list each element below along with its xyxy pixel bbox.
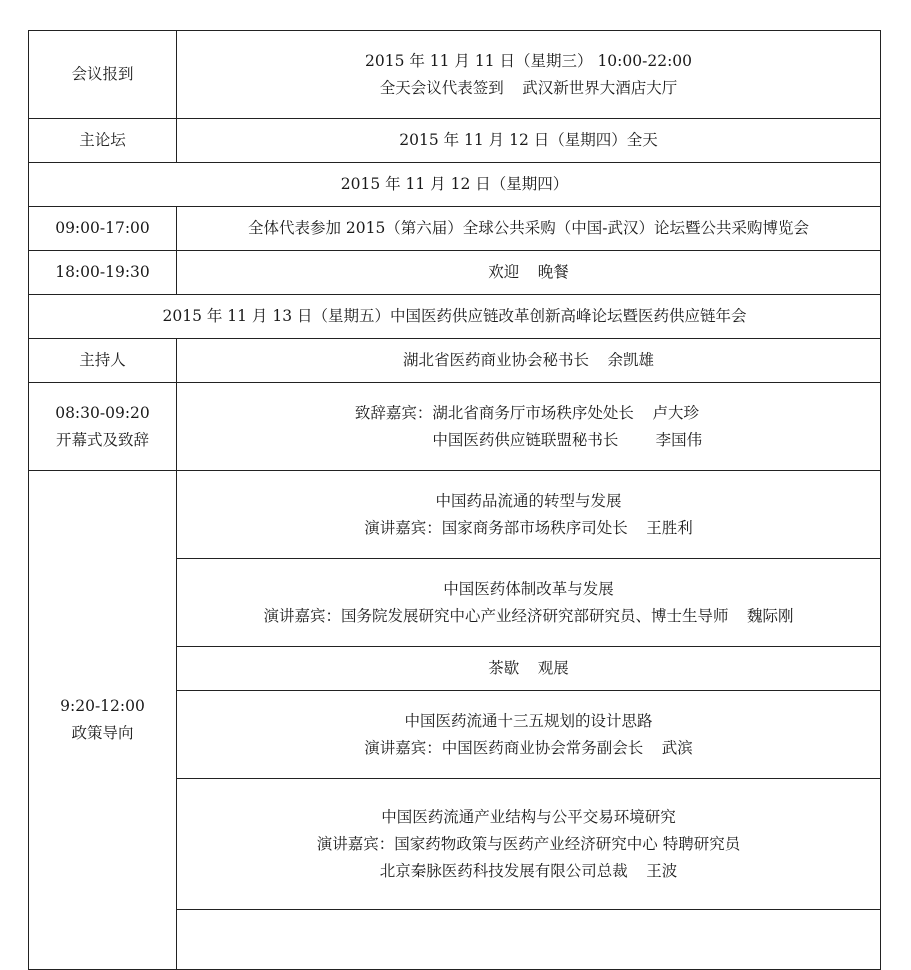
policy-cell bbox=[29, 471, 177, 970]
registration-location bbox=[183, 75, 874, 102]
agenda-table bbox=[28, 30, 881, 970]
row-host bbox=[29, 339, 881, 383]
talk3-speaker-line bbox=[183, 735, 874, 762]
opening-speaker-1-title: 湖北省商务厅市场秩序处处长 bbox=[432, 403, 634, 422]
row-main-forum bbox=[29, 119, 881, 163]
talk3-name: 武滨 bbox=[661, 738, 693, 757]
talk4-org: 北京秦脉医药科技发展有限公司总裁 bbox=[379, 861, 628, 880]
dinner-text bbox=[177, 251, 881, 295]
dinner-meal: 晚餐 bbox=[537, 263, 569, 281]
host-label: 主持人 bbox=[29, 339, 177, 383]
talk3-speaker: 演讲嘉宾：中国医药商业协会常务副会长 bbox=[364, 738, 644, 757]
talk3 bbox=[177, 691, 881, 779]
opening-speakers bbox=[177, 383, 881, 471]
policy-label: 政策导向 bbox=[71, 724, 134, 742]
talk4-name: 王波 bbox=[646, 861, 678, 880]
registration-details bbox=[177, 31, 881, 119]
break-exhibit: 观展 bbox=[537, 659, 569, 677]
break bbox=[177, 647, 881, 691]
talk1-speaker-line bbox=[183, 515, 874, 542]
registration-label: 会议报到 bbox=[29, 31, 177, 119]
main-forum-label: 主论坛 bbox=[29, 119, 177, 163]
registration-venue: 武汉新世界大酒店大厅 bbox=[522, 78, 678, 97]
talk3-title: 中国医药流通十三五规划的设计思路 bbox=[404, 711, 653, 730]
host-title: 湖北省医药商业协会秘书长 bbox=[402, 351, 589, 369]
row-registration bbox=[29, 31, 881, 119]
main-forum-date: 2015 年 11 月 12 日（星期四）全天 bbox=[177, 119, 881, 163]
talk1 bbox=[177, 471, 881, 559]
policy-time: 9:20-12:00 bbox=[60, 697, 145, 715]
host-details bbox=[177, 339, 881, 383]
registration-checkin: 全天会议代表签到 bbox=[379, 78, 504, 97]
row-day12-plenary bbox=[29, 207, 881, 251]
opening-speaker-2-name: 李国伟 bbox=[655, 430, 703, 449]
talk4 bbox=[177, 779, 881, 910]
break-tea: 茶歇 bbox=[488, 659, 520, 677]
talk1-speaker: 演讲嘉宾：国家商务部市场秩序司处长 bbox=[364, 518, 628, 537]
talk2-name: 魏际刚 bbox=[747, 606, 794, 625]
plenary-text: 全体代表参加 2015（第六届）全球公共采购（中国-武汉）论坛暨公共采购博览会 bbox=[177, 207, 881, 251]
talk2-title: 中国医药体制改革与发展 bbox=[443, 579, 614, 598]
row-policy-talk1 bbox=[29, 471, 881, 559]
opening-speaker-2 bbox=[355, 427, 702, 454]
talk4-title: 中国医药流通产业结构与公平交易环境研究 bbox=[381, 807, 676, 826]
talk2-speaker: 演讲嘉宾：国务院发展研究中心产业经济研究部研究员、博士生导师 bbox=[263, 606, 729, 625]
talk1-name: 王胜利 bbox=[646, 518, 693, 537]
talk4-org-line bbox=[183, 858, 874, 885]
opening-speaker-2-title: 中国医药供应链联盟秘书长 bbox=[432, 430, 619, 449]
talk1-title: 中国药品流通的转型与发展 bbox=[435, 491, 622, 510]
row-opening bbox=[29, 383, 881, 471]
opening-time: 08:30-09:20 bbox=[55, 403, 150, 422]
opening-cell bbox=[29, 383, 177, 471]
opening-label: 开幕式及致辞 bbox=[55, 430, 149, 449]
plenary-time: 09:00-17:00 bbox=[29, 207, 177, 251]
opening-speaker-prefix: 致辞嘉宾： bbox=[354, 403, 433, 422]
day12-header: 2015 年 11 月 12 日（星期四） bbox=[29, 163, 881, 207]
talk4-speaker: 演讲嘉宾：国家药物政策与医药产业经济研究中心 特聘研究员 bbox=[316, 834, 741, 853]
row-day12-header bbox=[29, 163, 881, 207]
continued-cell bbox=[177, 910, 881, 970]
dinner-time: 18:00-19:30 bbox=[29, 251, 177, 295]
dinner-welcome: 欢迎 bbox=[488, 263, 520, 281]
day13-header: 2015 年 11 月 13 日（星期五）中国医药供应链改革创新高峰论坛暨医药供应链年会 bbox=[29, 295, 881, 339]
talk2 bbox=[177, 559, 881, 647]
registration-date-time: 2015 年 11 月 11 日（星期三） 10:00-22:00 bbox=[364, 51, 693, 70]
talk2-speaker-line bbox=[183, 603, 874, 630]
opening-speaker-1-name: 卢大珍 bbox=[652, 403, 700, 422]
row-day13-header bbox=[29, 295, 881, 339]
row-day12-dinner bbox=[29, 251, 881, 295]
opening-speaker-block bbox=[355, 400, 702, 454]
opening-speaker-1 bbox=[355, 400, 702, 427]
host-person: 余凯雄 bbox=[607, 351, 655, 369]
